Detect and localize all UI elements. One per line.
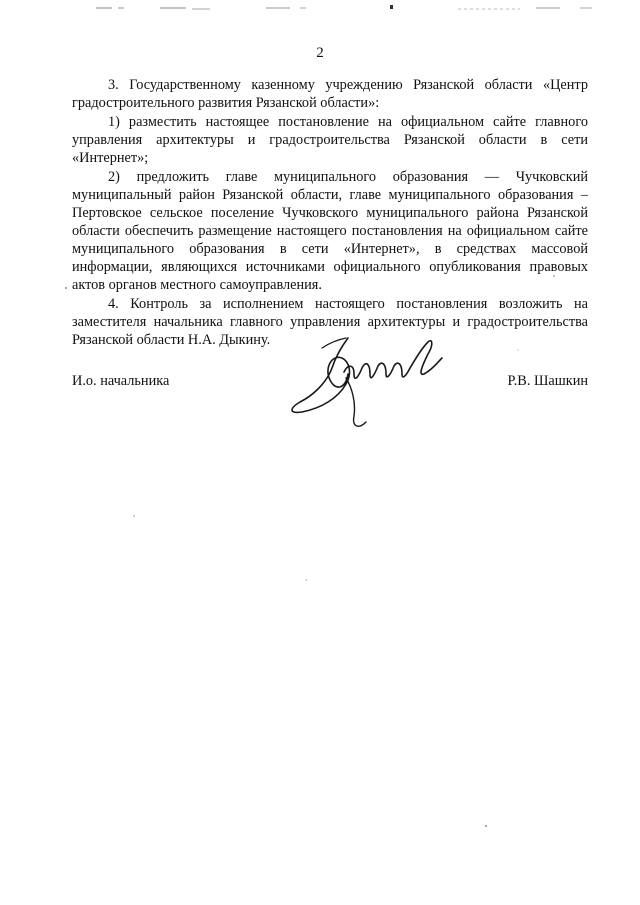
paragraph-item-4: 4. Контроль за исполнением настоящего постановления возложить на заместителя начальника главного управления архитектуры и градостроительства Рязанской области Н.А. Дыкину. (72, 296, 588, 348)
page-number: 2 (316, 45, 324, 61)
paragraph-item-3: 3. Государственному казенному учреждению Рязанской области «Центр градостроительного развития Рязанской области»: (72, 77, 588, 111)
scan-edge-artifacts (0, 0, 640, 16)
paragraph-subitem-1: 1) разместить настоящее постановление на официальном сайте главного управления архитектуры и градостроительства Рязанской области в сети «Интернет»; (72, 114, 588, 166)
signatory-name: Р.В. Шашкин (507, 373, 588, 389)
handwritten-signature (282, 318, 458, 436)
paragraph-subitem-2: 2) предложить главе муниципального образования — Чучковский муниципальный район Рязанской области, главе муниципального образования – Пертовское сельское поселение Чучковского муниципального района Рязанской области обеспечить размещение настоящего постановления на официальном сайте муниципального образования в сети «Интернет», в средствах массовой информации, являющихся источниками официального опубликования правовых актов органов местного самоуправления. (72, 169, 588, 293)
document-body (72, 76, 588, 350)
signatory-position: И.о. начальника (72, 373, 170, 389)
